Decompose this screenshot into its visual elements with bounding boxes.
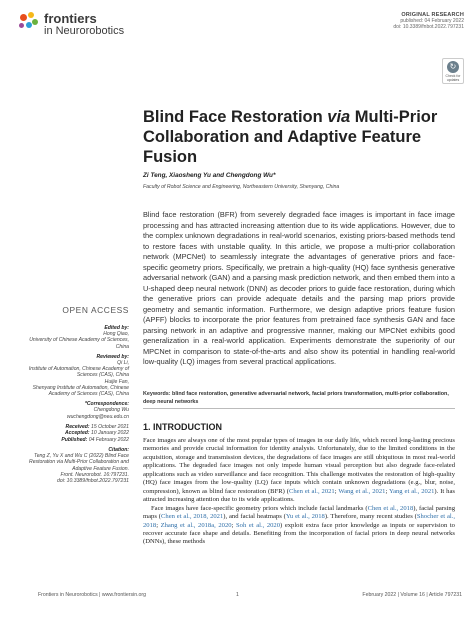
- section-heading: 1. INTRODUCTION: [143, 422, 223, 432]
- citation-link[interactable]: Wang et al., 2021: [338, 487, 386, 495]
- email-link[interactable]: wuchengdong@neu.edu.cn: [66, 413, 129, 420]
- authors: Zi Teng, Xiaosheng Yu and Chengdong Wu*: [143, 172, 276, 179]
- article-type: ORIGINAL RESEARCH: [401, 12, 464, 18]
- keywords: [143, 391, 455, 406]
- reviewer-name: Huijie Fan,: [104, 378, 129, 385]
- intro-paragraph-1: Face images are always one of the most popular types of images in our daily life, which record long-lasting precious memories and provide crucial information for identity analysis. Unfortunately, due to the limited conditions in the acquisition, storage and transmission devices, the degradations of face images are still ubiquitous in most real-world applications. The degraded face images not only impede human visual perception but also degrade face-related applications such as video surveillance and face recognition. This challenge motivates the restoration of high-quality (HQ) face images from the low-quality (LQ) face inputs which contain unknown degradations (e.g., blur, noise, compression), known as blind face restoration (BFR) (Chen et al., 2021; Wang et al., 2021; Yang et al., 2021). It has attracted increasing attention due to its wide applications.: [143, 437, 455, 504]
- correspondence-info: *Correspondence: Chengdong Wu wuchengdong@neu.edu.cn: [18, 401, 129, 420]
- citation-info: Citation: Teng Z, Yu X and Wu C (2022) Blind Face Restoration via Multi-Prior Collaboration and Adaptive Feature Fusion. Front. Neurorobot. 16:797231. doi: 10.3389/fnbot.2022.797231: [18, 447, 129, 484]
- journal-subname: in Neurorobotics: [44, 25, 125, 37]
- citation-doi[interactable]: doi: 10.3389/fnbot.2022.797231: [57, 478, 129, 485]
- article-title: [143, 107, 453, 167]
- article-info-sidebar: [18, 305, 129, 488]
- reviewer-name: Qi Li,: [117, 360, 129, 367]
- citation-link[interactable]: Chen et al., 2018: [367, 504, 414, 512]
- page-footer: [38, 592, 462, 598]
- check-for-updates-badge[interactable]: [442, 58, 464, 84]
- reviewer-info: Reviewed by: Qi Li, Institute of Automation, Chinese Academy of Sciences (CAS), China Huijie Fan, Shenyang Institute of Automation, Chinese Academy of Sciences (CAS), China: [18, 354, 129, 397]
- citation-link[interactable]: Shocher et al., 2018: [143, 513, 456, 529]
- affiliation: Faculty of Robot Science and Engineering, Northeastern University, Shenyang, China: [143, 184, 340, 190]
- introduction-body: [143, 437, 455, 547]
- divider: [143, 408, 455, 409]
- abstract: Blind face restoration (BFR) from severely degraded face images is important in face image processing and has attracted increasing attention due to its wide applications. However, due to the complex unknown degradations in real-world scenarios, existing priors-based methods tend to restore faces with unstable quality. In this article, we propose a multi-prior collaboration network (MPCNet) to seamlessly integrate the advantages of generative priors and face-specific geometry priors. Specifically, we pretrain a high-quality (HQ) face synthesis generative adversarial network (GAN) and a parsing mask prediction network, and then embed them into a U-shaped deep neural network (DNN) as decoder priors to guide face restoration, during which the generative priors can provide adequate details and the parsing map priors provide geometry and semantic information. Furthermore, we design adaptive priors feature fusion (APFF) blocks to incorporate the prior features from pretrained face synthesis GAN and face parsing network in an adaptive and progressive manner, making our MPCNet exhibits good generalization in a real-world application. Experiments demonstrate the superiority of our MPCNet in comparison to state-of-the-arts and also show its potential in handling real-world low-quality (LQ) images from several practical applications.: [143, 210, 455, 366]
- citation-link[interactable]: Soh et al., 2020: [236, 521, 281, 529]
- journal-logo[interactable]: [18, 12, 124, 37]
- citation-link[interactable]: Chen et al., 2021: [288, 487, 335, 495]
- doi-link[interactable]: doi: 10.3389/fnbot.2022.797231: [393, 24, 464, 30]
- citation-link[interactable]: Yu et al., 2018: [285, 513, 325, 521]
- update-check-icon: ↻: [447, 61, 459, 73]
- editor-name: Hong Qiao,: [103, 331, 129, 338]
- open-access-label: OPEN ACCESS: [62, 305, 129, 315]
- footer-journal-link[interactable]: Frontiers in Neurorobotics | www.frontiersin.org: [38, 592, 147, 598]
- journal-name: frontiers: [44, 11, 97, 26]
- keywords-text: Keywords: blind face restoration, generative adversarial network, facial priors transformation, multi-prior collaboration, deep neural networks: [143, 391, 449, 405]
- article-title-text: Blind Face Restoration via Multi-Prior Collaboration and Adaptive Feature Fusion: [143, 108, 438, 166]
- editor-info: Edited by: Hong Qiao, University of Chinese Academy of Sciences, China: [18, 325, 129, 350]
- footer-volume-info: February 2022 | Volume 16 | Article 797231: [362, 592, 462, 598]
- check-updates-label: Check for updates: [445, 73, 461, 82]
- citation-link[interactable]: Chen et al., 2018, 2021: [161, 513, 224, 521]
- article-dates: Received: 15 October 2021 Accepted: 10 January 2022 Published: 04 February 2022: [61, 423, 129, 443]
- frontiers-logo-icon: [18, 12, 40, 32]
- page-number: 1: [236, 592, 239, 598]
- citation-link[interactable]: Yang et al., 2021: [388, 487, 435, 495]
- citation-link[interactable]: Zhang et al., 2018a, 2020: [160, 521, 232, 529]
- published-date: published: 04 February 2022: [400, 18, 464, 24]
- intro-paragraph-2: Face images have face-specific geometry priors which include facial landmarks (Chen et al., 2018), facial parsing maps (Chen et al., 2018, 2021), and facial heatmaps (Yu et al., 2018). Therefore, many recent studies (Shocher et al., 2018; Zhang et al., 2018a, 2020; Soh et al., 2020) exploit extra face prior knowledge as inputs or supervision to recover accurate face shape and details. Benefiting from the incorporation of facial priors in deep neural networks (DNNs), these methods: [143, 504, 456, 546]
- article-header-meta: [393, 12, 464, 30]
